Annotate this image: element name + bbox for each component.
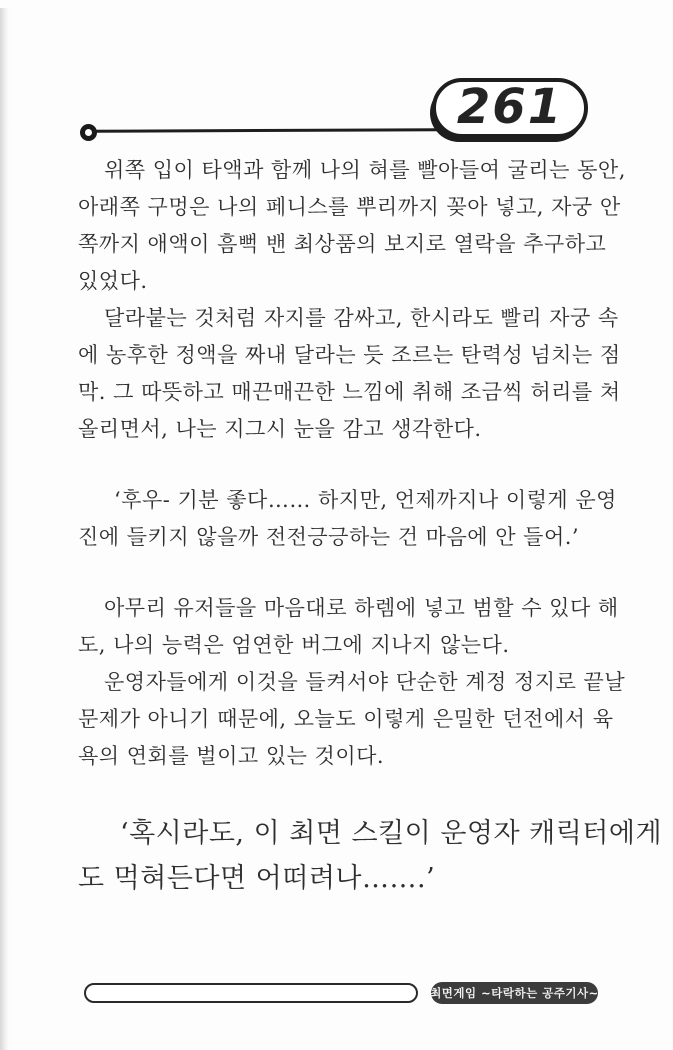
- text-line: 욕의 연회를 벌이고 있는 것이다.: [78, 744, 385, 768]
- text-line: 에 농후한 정액을 짜내 달라는 듯 조르는 탄력성 넘치는 점: [78, 343, 621, 367]
- text-line: 아무리 유저들을 마음대로 하렘에 넣고 범할 수 있다 해: [104, 596, 619, 620]
- text-line: 도 먹혀든다면 어떠려나…….’: [78, 863, 436, 894]
- text-line: 진에 들키지 않을까 전전긍긍하는 건 마음에 안 들어.’: [78, 525, 580, 549]
- scan-gutter-shadow: [0, 8, 9, 1050]
- text-line: 운영자들에게 이것을 들켜서야 단순한 계정 정지로 끝날: [104, 670, 626, 694]
- paragraph-2: [78, 300, 621, 448]
- series-title: 최면게임 ~타락하는 공주기사~: [430, 986, 599, 1000]
- text-line: ‘후우- 기분 좋다…… 하지만, 언제까지나 이렇게 운영: [114, 488, 617, 512]
- footer-series-badge: [431, 982, 598, 1004]
- paragraph-1: [78, 152, 626, 300]
- text-line: 문제가 아니기 때문에, 오늘도 이렇게 은밀한 던전에서 육: [78, 707, 614, 731]
- monologue-quote-1: [78, 482, 617, 556]
- text-line: 아래쪽 구멍은 나의 페니스를 뿌리까지 꽂아 넣고, 자궁 안: [78, 195, 621, 219]
- text-line: 있었다.: [78, 269, 148, 293]
- page-number-badge: [432, 78, 588, 138]
- monologue-quote-2: [78, 811, 663, 901]
- header-rule: [93, 128, 439, 133]
- text-line: 도, 나의 능력은 엄연한 버그에 지나지 않는다.: [78, 633, 510, 657]
- text-line: 쪽까지 애액이 흠뻑 밴 최상품의 보지로 열락을 추구하고: [78, 232, 607, 256]
- text-line: 막. 그 따뜻하고 매끈매끈한 느낌에 취해 조금씩 허리를 쳐: [78, 380, 621, 404]
- footer-empty-pill: [84, 983, 418, 1003]
- text-line: ‘혹시라도, 이 최면 스킬이 운영자 캐릭터에게: [120, 818, 663, 849]
- text-line: 올리면서, 나는 지그시 눈을 감고 생각한다.: [78, 417, 482, 441]
- text-line: 달라붙는 것처럼 자지를 감싸고, 한시라도 빨리 자궁 속: [104, 306, 619, 330]
- body-text: [78, 152, 663, 901]
- page-number: 261: [456, 79, 564, 135]
- text-line: 위쪽 입이 타액과 함께 나의 혀를 빨아들여 굴리는 동안,: [104, 158, 626, 182]
- paragraph-4: [78, 590, 619, 664]
- paragraph-5: [78, 664, 626, 775]
